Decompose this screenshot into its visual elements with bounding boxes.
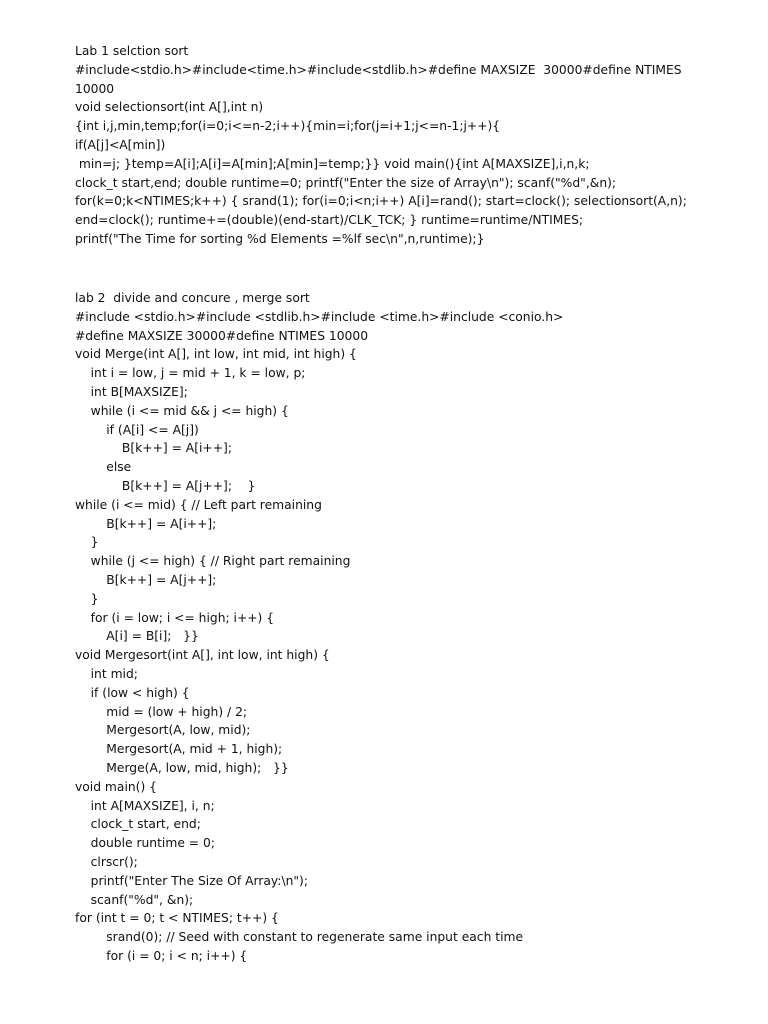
lab2-code-line: scanf("%d", &n);	[75, 892, 194, 907]
lab1-selection-sort-section	[75, 42, 745, 249]
lab2-code-line: void Mergesort(int A[], int low, int high) {	[75, 648, 330, 663]
lab2-code-line: if (low < high) {	[75, 685, 190, 700]
lab2-code-line: int i = low, j = mid + 1, k = low, p;	[75, 366, 306, 381]
lab1-code-line: end=clock(); runtime+=(double)(end-start)/CLK_TCK; } runtime=runtime/NTIMES;	[75, 213, 584, 228]
lab2-code-line: clrscr();	[75, 854, 138, 869]
lab2-code-line: int B[MAXSIZE];	[75, 384, 188, 399]
lab1-heading: Lab 1 selction sort	[75, 44, 189, 58]
lab2-code-line: while (i <= mid && j <= high) {	[75, 403, 289, 418]
lab2-code-line: double runtime = 0;	[75, 836, 215, 851]
lab2-code-line: B[k++] = A[i++];	[75, 441, 232, 456]
lab2-code-line: void main() {	[75, 779, 157, 794]
lab2-code-line: }	[75, 591, 99, 606]
lab2-code-line: B[k++] = A[j++];	[75, 572, 217, 587]
lab2-code-line: int A[MAXSIZE], i, n;	[75, 798, 215, 813]
lab1-code-line: 10000	[75, 81, 115, 96]
lab2-code-line: for (i = low; i <= high; i++) {	[75, 610, 275, 625]
lab2-code-line: }	[75, 535, 99, 550]
lab1-code-line: for(k=0;k<NTIMES;k++) { srand(1); for(i=0;i<n;i++) A[i]=rand(); start=clock(); selectionsort(A,n);	[75, 194, 687, 209]
lab1-code-line: clock_t start,end; double runtime=0; printf("Enter the size of Array\n"); scanf("%d",&n);	[75, 175, 617, 190]
lab1-code-line: {int i,j,min,temp;for(i=0;i<=n-2;i++){min=i;for(j=i+1;j<=n-1;j++){	[75, 119, 501, 134]
lab2-code-line: for (int t = 0; t < NTIMES; t++) {	[75, 911, 279, 926]
lab2-code-line: else	[75, 460, 132, 475]
lab2-code-line: mid = (low + high) / 2;	[75, 704, 248, 719]
lab2-code-line: Mergesort(A, low, mid);	[75, 723, 251, 738]
lab2-code-line: Merge(A, low, mid, high); }}	[75, 760, 289, 775]
lab2-code-line: Mergesort(A, mid + 1, high);	[75, 742, 283, 757]
lab2-code-line: if (A[i] <= A[j])	[75, 422, 199, 437]
lab2-code-line: void Merge(int A[], int low, int mid, int high) {	[75, 347, 357, 362]
lab1-code-line: if(A[j]<A[min])	[75, 137, 166, 152]
lab2-code-line: A[i] = B[i]; }}	[75, 629, 199, 644]
lab2-code-line: clock_t start, end;	[75, 817, 201, 832]
lab2-code-line: while (i <= mid) { // Left part remaining	[75, 497, 322, 512]
lab1-code-line: void selectionsort(int A[],int n)	[75, 100, 264, 115]
lab2-code-line: srand(0); // Seed with constant to regenerate same input each time	[75, 930, 524, 945]
lab2-merge-sort-section	[75, 289, 745, 966]
lab2-code-line: for (i = 0; i < n; i++) {	[75, 948, 248, 963]
lab2-heading: lab 2 divide and concure , merge sort	[75, 291, 310, 305]
lab2-code-line: while (j <= high) { // Right part remaining	[75, 554, 351, 569]
lab1-code-line: min=j; }temp=A[i];A[i]=A[min];A[min]=temp;}} void main(){int A[MAXSIZE],i,n,k;	[75, 156, 590, 171]
lab2-code-line: int mid;	[75, 666, 138, 681]
lab2-code-line: #define MAXSIZE 30000#define NTIMES 10000	[75, 328, 369, 343]
lab2-code-line: B[k++] = A[i++];	[75, 516, 217, 531]
lab1-code-line: printf("The Time for sorting %d Elements =%lf sec\n",n,runtime);}	[75, 231, 485, 246]
lab2-code-line: printf("Enter The Size Of Array:\n");	[75, 873, 308, 888]
lab2-code-line: B[k++] = A[j++]; }	[75, 478, 256, 493]
lab2-code-line: #include <stdio.h>#include <stdlib.h>#include <time.h>#include <conio.h>	[75, 309, 564, 324]
lab1-code-line: #include<stdio.h>#include<time.h>#include<stdlib.h>#define MAXSIZE 30000#define NTIMES	[75, 62, 682, 77]
